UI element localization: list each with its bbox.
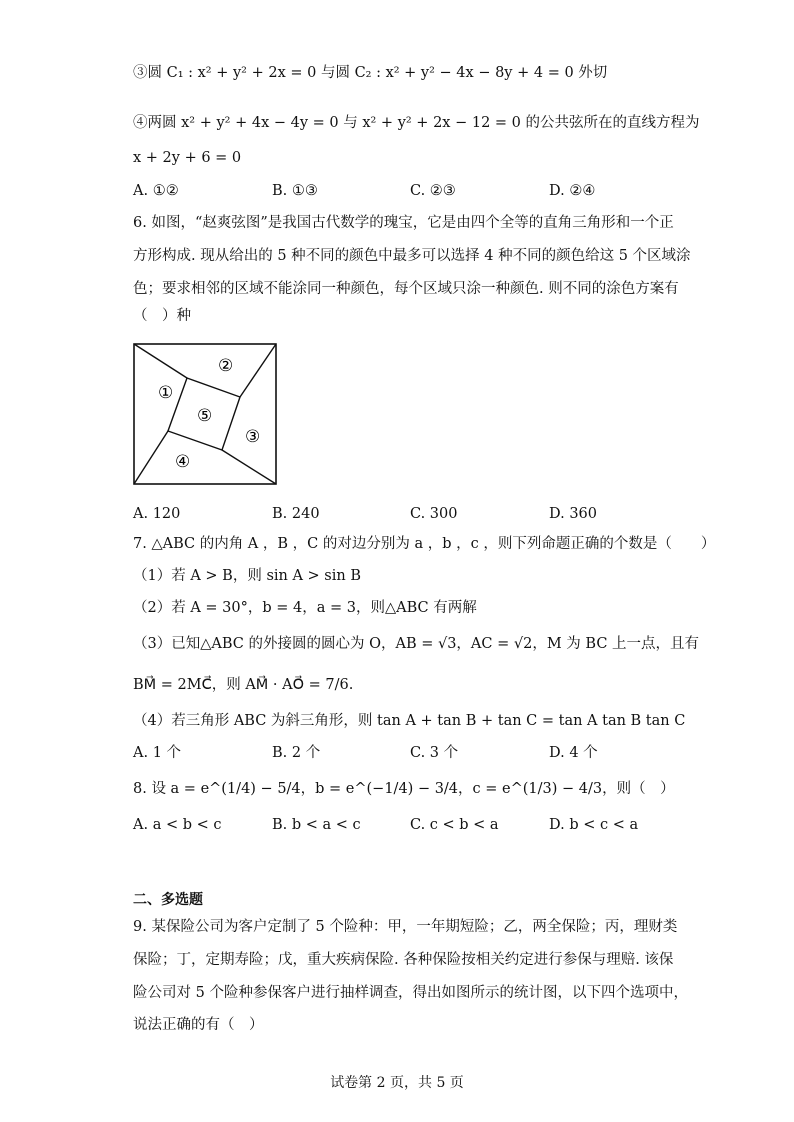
q5-item3: ③圆 C₁ : x² + y² + 2x = 0 与圆 C₂ : x² + y² − 4x − 8y + 4 = 0 外切 bbox=[133, 65, 608, 81]
q7-statement-4: （4）若三角形 ABC 为斜三角形，则 tan A + tan B + tan C = tan A tan B tan C bbox=[133, 713, 686, 729]
q8-stem: 8. 设 a = e^(1/4) − 5/4，b = e^(−1/4) − 3/4，c = e^(1/3) − 4/3，则（ ） bbox=[133, 781, 675, 797]
q8-option-c: C. c < b < a bbox=[410, 817, 499, 833]
q7-statement-1: （1）若 A > B，则 sin A > sin B bbox=[133, 568, 361, 584]
q7-option-c: C. 3 个 bbox=[410, 745, 459, 761]
q8-option-d: D. b < c < a bbox=[549, 817, 639, 833]
q6-stem-line4: （ ）种 bbox=[133, 308, 191, 324]
q5-item4-line2: x + 2y + 6 = 0 bbox=[133, 150, 242, 166]
q9-stem-line3: 险公司对 5 个险种参保客户进行抽样调查，得出如图所示的统计图，以下四个选项中， bbox=[133, 985, 688, 1001]
q6-stem-line3: 色；要求相邻的区域不能涂同一种颜色，每个区域只涂一种颜色. 则不同的涂色方案有 bbox=[133, 281, 679, 297]
q6-option-d: D. 360 bbox=[549, 506, 598, 522]
q7-option-b: B. 2 个 bbox=[272, 745, 321, 761]
q7-statement-3-line1: （3）已知△ABC 的外接圆的圆心为 O，AB = √3，AC = √2，M 为 BC 上一点，且有 bbox=[133, 636, 700, 652]
q9-stem-line1: 9. 某保险公司为客户定制了 5 个险种：甲，一年期短险；乙，两全保险；丙，理财类 bbox=[133, 919, 678, 935]
q6-stem-line1: 6. 如图，“赵爽弦图”是我国古代数学的瑰宝，它是由四个全等的直角三角形和一个正 bbox=[133, 215, 674, 231]
q8-option-a: A. a < b < c bbox=[133, 817, 222, 833]
q6-option-b: B. 240 bbox=[272, 506, 320, 522]
region-1-label: ① bbox=[158, 383, 174, 403]
region-2-label: ② bbox=[218, 356, 234, 376]
zhao-shuang-diagram bbox=[133, 343, 279, 487]
q9-stem-line4: 说法正确的有（ ） bbox=[133, 1017, 264, 1033]
region-3-label: ③ bbox=[245, 427, 261, 447]
section-title: 二、多选题 bbox=[133, 892, 203, 908]
page-footer: 试卷第 2 页，共 5 页 bbox=[330, 1075, 464, 1091]
q5-option-c: C. ②③ bbox=[410, 183, 456, 199]
q6-option-a: A. 120 bbox=[133, 506, 181, 522]
q5-option-b: B. ①③ bbox=[272, 183, 318, 199]
q7-option-a: A. 1 个 bbox=[133, 745, 182, 761]
q7-stem: 7. △ABC 的内角 A ，B ，C 的对边分别为 a ，b ，c ，则下列命题正确的个数是（ ） bbox=[133, 536, 716, 552]
q8-option-b: B. b < a < c bbox=[272, 817, 361, 833]
q5-option-a: A. ①② bbox=[133, 183, 179, 199]
region-4-label: ④ bbox=[175, 452, 191, 472]
q7-statement-2: （2）若 A = 30°，b = 4，a = 3，则△ABC 有两解 bbox=[133, 600, 477, 616]
q5-option-d: D. ②④ bbox=[549, 183, 596, 199]
q7-option-d: D. 4 个 bbox=[549, 745, 598, 761]
q7-statement-3-line2: BM⃗ = 2MC⃗，则 AM⃗ · AO⃗ = 7/6. bbox=[133, 677, 354, 693]
region-5-label: ⑤ bbox=[197, 406, 213, 426]
q5-item4-line1: ④两圆 x² + y² + 4x − 4y = 0 与 x² + y² + 2x − 12 = 0 的公共弦所在的直线方程为 bbox=[133, 115, 700, 131]
q6-option-c: C. 300 bbox=[410, 506, 458, 522]
q6-stem-line2: 方形构成. 现从给出的 5 种不同的颜色中最多可以选择 4 种不同的颜色给这 5 个区域涂 bbox=[133, 248, 691, 264]
q9-stem-line2: 保险；丁，定期寿险；戊，重大疾病保险. 各种保险按相关约定进行参保与理赔. 该保 bbox=[133, 952, 674, 968]
